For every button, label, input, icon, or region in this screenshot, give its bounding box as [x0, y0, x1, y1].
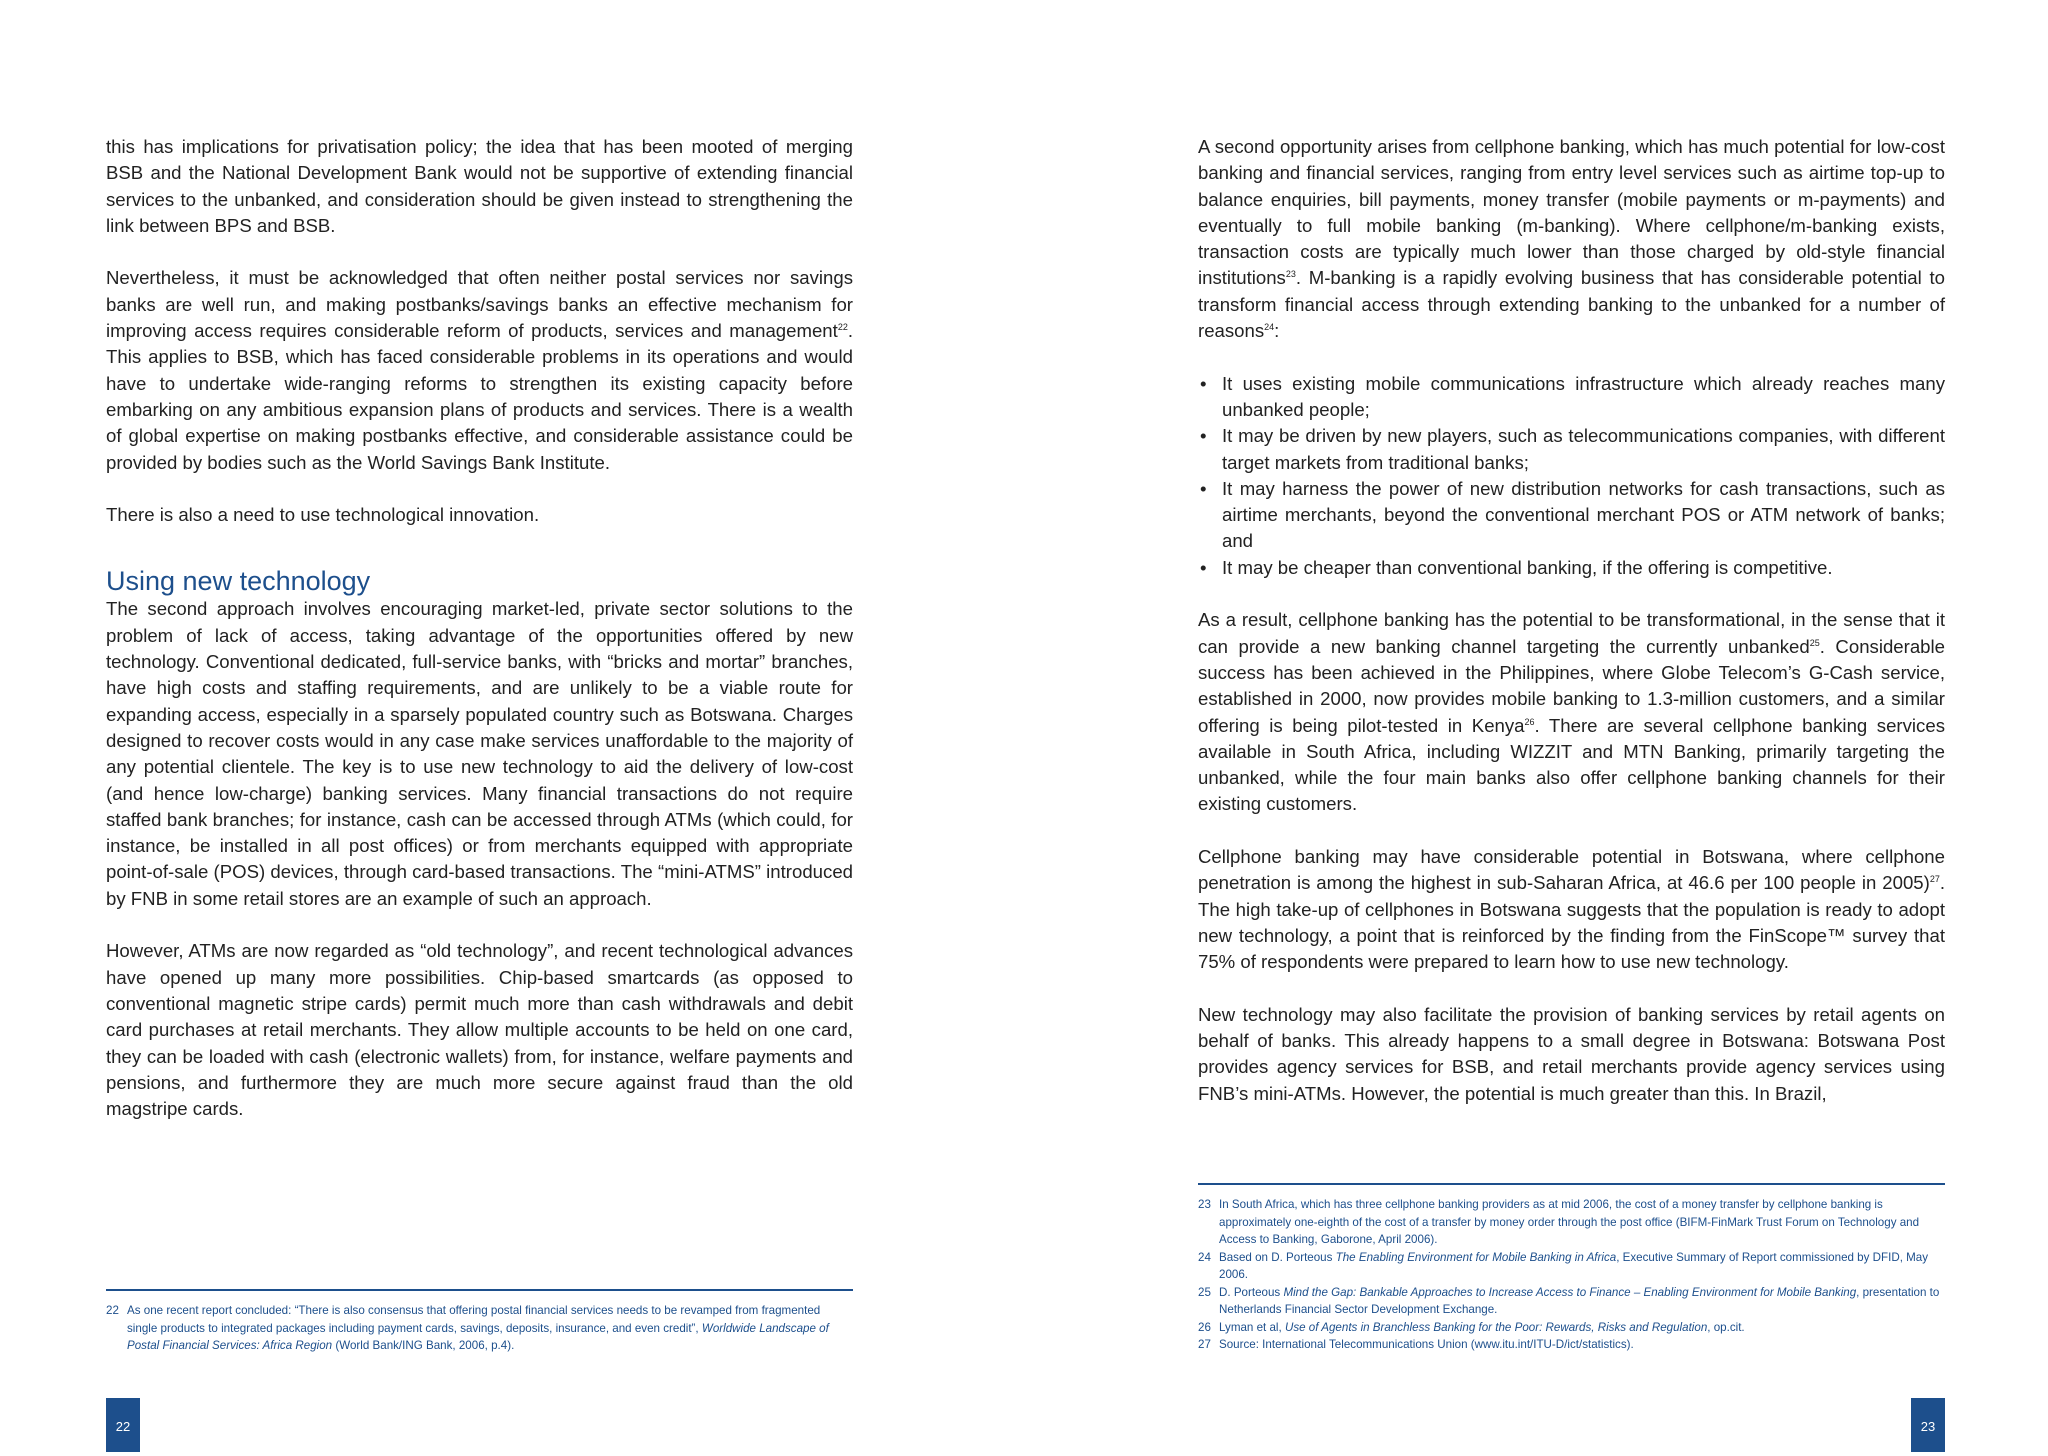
paragraph-text: Cellphone banking may have considerable potential in Botswana, where cellphone penetration is among the highest in sub-Saharan Africa, at 46.6 per 100 people in 2005): [1198, 846, 1945, 894]
list-item: [1198, 371, 1945, 424]
footnote-number: 22: [106, 1304, 119, 1317]
footnote-text: , op.cit.: [1707, 1320, 1745, 1334]
footnote-text: , presentation to Netherlands Financial Sector Development Exchange.: [1219, 1285, 1940, 1316]
footnote-text: D. Porteous: [1219, 1285, 1284, 1299]
paragraph: [1198, 844, 1945, 975]
footnote-item: [1198, 1336, 1945, 1354]
footnote-item: [1198, 1284, 1945, 1319]
page-number: 22: [106, 1398, 140, 1452]
footnote-text: Based on D. Porteous: [1219, 1250, 1336, 1264]
paragraph: [106, 134, 853, 239]
footnote-ref[interactable]: 27: [1929, 874, 1940, 885]
footnote-divider: [106, 1289, 853, 1291]
right-page: [1024, 0, 2048, 1452]
paragraph-text: . M-banking is a rapidly evolving business that has considerable potential to transform financial access through extending banking to the unbanked for a number of reasons: [1198, 267, 1945, 342]
right-body-column: [1198, 134, 1945, 1107]
footnote-item: [106, 1302, 853, 1355]
paragraph: [1198, 134, 1945, 344]
paragraph-text: this has implications for privatisation policy; the idea that has been mooted of merging BSB and the National Development Bank would not be supportive of extending financial services to the unbanked, and consideration should be given instead to strengthening the link between BPS and BSB.: [106, 136, 853, 236]
paragraph: [1198, 607, 1945, 817]
paragraph-text: :: [1274, 320, 1280, 342]
bullet-icon: •: [1200, 477, 1207, 499]
footnote-number: 24: [1198, 1250, 1211, 1264]
paragraph-text: Nevertheless, it must be acknowledged that often neither postal services nor savings banks are well run, and making postbanks/savings banks an effective mechanism for improving access requires considerable reform of products, services and management: [106, 267, 853, 342]
paragraph: [106, 265, 853, 475]
footnote-number: 25: [1198, 1285, 1211, 1299]
paragraph-text: . This applies to BSB, which has faced considerable problems in its operations and would have to undertake wide-ranging reforms to strengthen its existing capacity before embarking on any ambitious expansion plans of products and services. There is a wealth of global expertise on making postbanks effective, and considerable assistance could be provided by bodies such as the World Savings Bank Institute.: [106, 320, 853, 473]
footnote-text: Lyman et al,: [1219, 1320, 1285, 1334]
footnote-title: Mind the Gap: Bankable Approaches to Increase Access to Finance – Enabling Environment for Mobile Banking: [1283, 1285, 1857, 1299]
footnote-ref[interactable]: 24: [1264, 321, 1275, 332]
paragraph-text: New technology may also facilitate the provision of banking services by retail agents on behalf of banks. This already happens to a small degree in Botswana: Botswana Post provides agency services for BSB, and retail merchants provide agency services using FNB’s mini-ATMs. However, the potential is much greater than this. In Brazil,: [1198, 1003, 1945, 1104]
footnote-text: , Executive Summary of Report commissioned by DFID, May 2006.: [1219, 1250, 1929, 1281]
paragraph-text: There is also a need to use technological innovation.: [106, 504, 540, 526]
bullet-list: [1198, 371, 1945, 581]
paragraph: [106, 502, 853, 528]
footnote-text: In South Africa, which has three cellphone banking providers as at mid 2006, the cost of a money transfer by cellphone banking is approximately one-eighth of the cost of a transfer by money order through the post office (BIFM-FinMark Trust Forum on Technology and Access to Banking, Gaborone, April 2006).: [1219, 1198, 1920, 1246]
paragraph: [1198, 1002, 1945, 1107]
footnote-number: 23: [1198, 1198, 1211, 1211]
bullet-icon: •: [1200, 372, 1207, 394]
list-item: [1198, 476, 1945, 555]
footnotes: [1198, 1196, 1945, 1354]
footnote-ref[interactable]: 25: [1809, 637, 1820, 648]
footnote-number: 27: [1198, 1338, 1211, 1351]
left-page: [0, 0, 1024, 1452]
footnote-text: (World Bank/ING Bank, 2006, p.4).: [332, 1339, 515, 1352]
list-item-text: It may harness the power of new distribution networks for cash transactions, such as airtime merchants, beyond the conventional merchant POS or ATM network of banks; and: [1222, 477, 1945, 552]
bullet-icon: •: [1200, 556, 1207, 578]
footnote-number: 26: [1198, 1320, 1211, 1334]
footnotes: [106, 1302, 853, 1355]
list-item-text: It uses existing mobile communications infrastructure which already reaches many unbanked people;: [1222, 372, 1945, 420]
paragraph-text: As a result, cellphone banking has the potential to be transformational, in the sense that it can provide a new banking channel targeting the currently unbanked: [1198, 609, 1945, 657]
paragraph: However, ATMs are now regarded as “old technology”, and recent technological advances have opened up many more possibilities. Chip-based smartcards (as opposed to conventional magnetic stripe cards) permit much more than cash withdrawals and debit card purchases at retail merchants. They allow multiple accounts to be held on one card, they can be loaded with cash (electronic wallets) from, for instance, welfare payments and pensions, and furthermore they are much more secure against fraud than the old magstripe cards.: [106, 940, 853, 1120]
list-item-text: It may be driven by new players, such as telecommunications companies, with different target markets from traditional banks;: [1222, 425, 1945, 473]
page-number: 23: [1911, 1398, 1945, 1452]
footnote-title: The Enabling Environment for Mobile Banking in Africa: [1335, 1250, 1617, 1264]
footnote-ref[interactable]: 23: [1285, 269, 1296, 280]
section-heading: Using new technology: [106, 566, 371, 597]
list-item-text: It may be cheaper than conventional banking, if the offering is competitive.: [1222, 556, 1833, 578]
footnote-item: [1198, 1249, 1945, 1284]
bullet-icon: •: [1200, 425, 1207, 447]
footnote-title: Worldwide Landscape of Postal Financial Services: Africa Region: [127, 1321, 829, 1352]
footnote-text: As one recent report concluded: “There is also consensus that offering postal financial services needs to be revamped from fragmented single products to integrated packages including payment cards, savings, deposits, insurance, and even credit”,: [127, 1304, 821, 1335]
footnote-item: [1198, 1196, 1945, 1249]
footnote-title: Use of Agents in Branchless Banking for the Poor: Rewards, Risks and Regulation: [1284, 1320, 1708, 1334]
paragraph: The second approach involves encouraging market-led, private sector solutions to the problem of lack of access, taking advantage of the opportunities offered by new technology. Conventional dedicated, full-service banks, with “bricks and mortar” branches, have high costs and staffing requirements, and are unlikely to be a viable route for expanding access, especially in a sparsely populated country such as Botswana. Charges designed to recover costs would in any case make services unaffordable to the majority of any potential clientele. The key is to use new technology to aid the delivery of low-cost (and hence low-charge) banking services. Many financial transactions do not require staffed bank branches; for instance, cash can be accessed through ATMs (which could, for instance, be installed in all post offices) or from merchants equipped with appropriate point-of-sale (POS) devices, through card-based transactions. The “mini-ATMS” introduced by FNB in some retail stores are an example of such an approach.: [106, 598, 853, 909]
paragraph-text: . The high take-up of cellphones in Botswana suggests that the population is ready to adopt new technology, a point that is reinforced by the finding from the FinScope™ survey that 75% of respondents were prepared to learn how to use new technology.: [1198, 872, 1945, 973]
footnote-ref[interactable]: 26: [1524, 716, 1535, 727]
footnote-divider: [1198, 1183, 1945, 1185]
left-body-column: [106, 134, 853, 1149]
paragraph-text: . There are several cellphone banking services available in South Africa, including WIZZIT and MTN Banking, primarily targeting the unbanked, while the four main banks also offer cellphone banking channels for their existing customers.: [1198, 714, 1945, 815]
list-item: [1198, 423, 1945, 476]
footnote-ref[interactable]: 22: [837, 321, 848, 332]
footnote-item: [1198, 1319, 1945, 1337]
paragraph-text: . Considerable success has been achieved in the Philippines, where Globe Telecom’s G-Cash service, established in 2000, now provides mobile banking to 1.3-million customers, and a similar offering is being pilot-tested in Kenya: [1198, 635, 1945, 736]
paragraph-text: A second opportunity arises from cellphone banking, which has much potential for low-cost banking and financial services, ranging from entry level services such as airtime top-up to balance enquiries, bill payments, money transfer (mobile payments or m-payments) and eventually to full mobile banking (m-banking). Where cellphone/m-banking exists, transaction costs are typically much lower than those charged by old-style financial institutions: [1198, 136, 1945, 289]
list-item: [1198, 555, 1945, 581]
footnote-text: Source: International Telecommunications Union (www.itu.int/ITU-D/ict/statistics).: [1219, 1338, 1634, 1351]
